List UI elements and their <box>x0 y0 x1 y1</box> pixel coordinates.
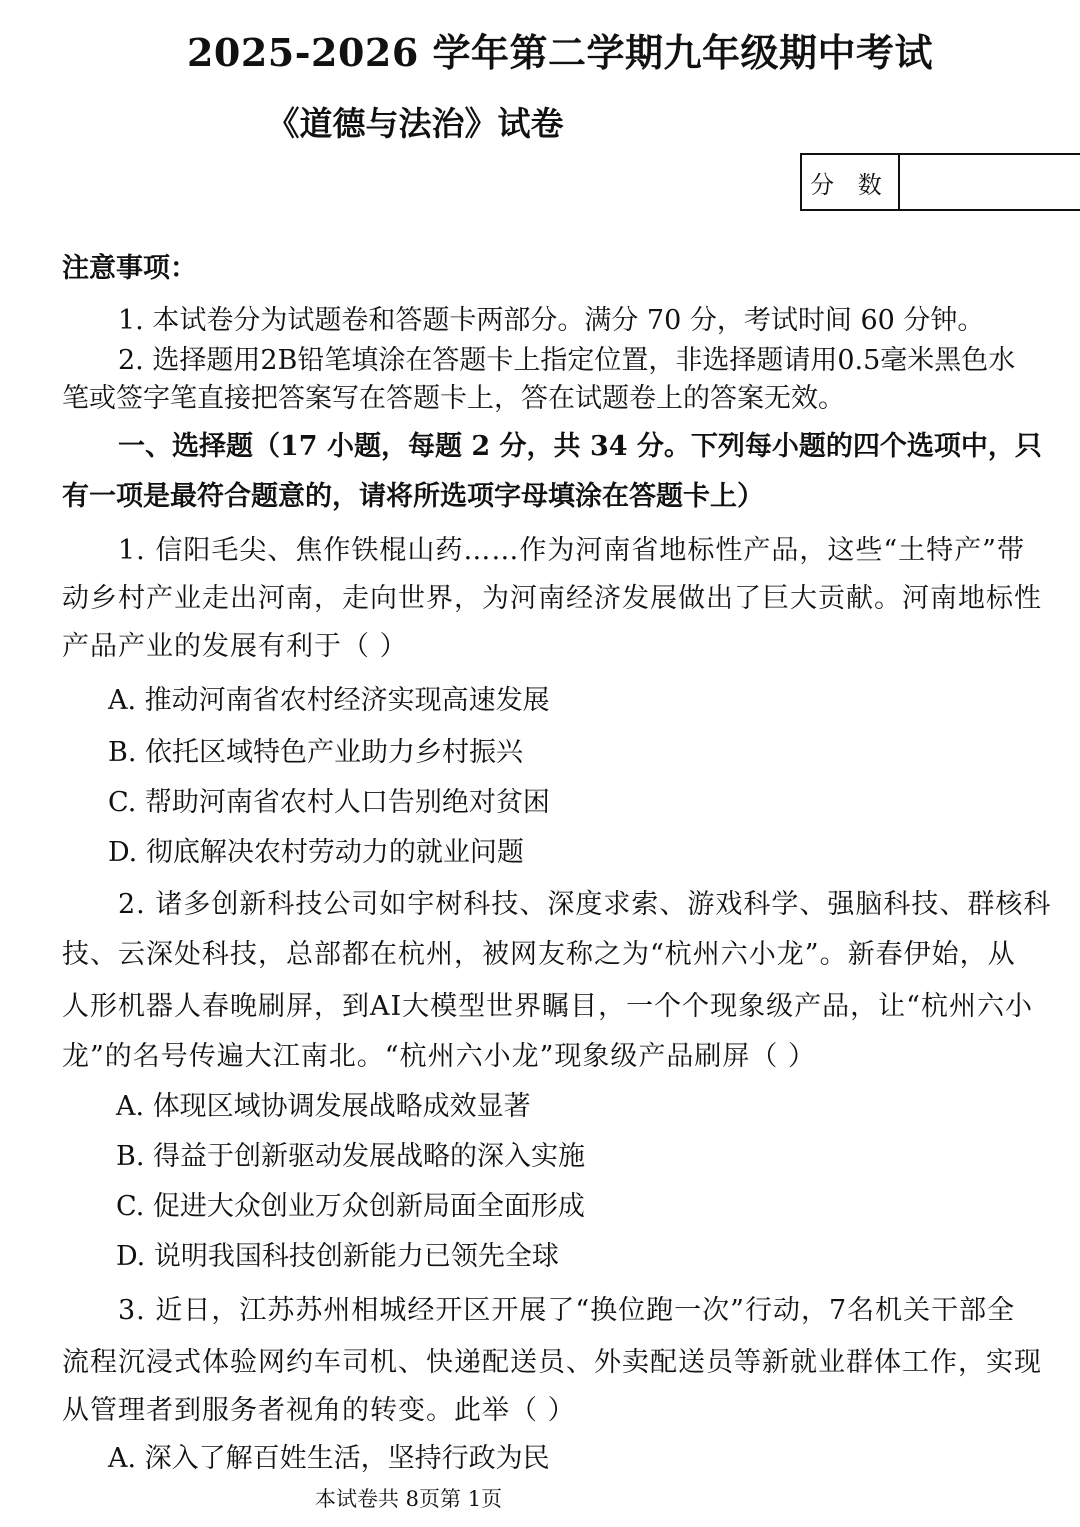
q1-option-a: A. 推动河南省农村经济实现高速发展 <box>108 685 550 716</box>
q3-stem-line-2: 流程沉浸式体验网约车司机、快递配送员、外卖配送员等新就业群体工作，实现 <box>62 1347 1042 1378</box>
q1-option-c: C. 帮助河南省农村人口告别绝对贫困 <box>108 787 550 818</box>
score-box <box>800 153 1080 211</box>
exam-title: 2025-2026 学年第二学期九年级期中考试 <box>186 30 934 75</box>
score-value-field <box>900 155 1080 209</box>
q2-stem-line-1: 2. 诸多创新科技公司如宇树科技、深度求索、游戏科学、强脑科技、群核科 <box>118 889 1052 920</box>
score-label: 分 数 <box>802 155 900 209</box>
q3-option-a: A. 深入了解百姓生活，坚持行政为民 <box>108 1443 550 1474</box>
q3-stem-line-1: 3. 近日，江苏苏州相城经开区开展了“换位跑一次”行动，7名机关干部全 <box>118 1295 1016 1326</box>
q2-option-a: A. 体现区域协调发展战略成效显著 <box>116 1091 531 1122</box>
notice-heading: 注意事项： <box>62 253 197 284</box>
q2-option-c: C. 促进大众创业万众创新局面全面形成 <box>116 1191 585 1222</box>
q2-stem-line-2: 技、云深处科技，总部都在杭州，被网友称之为“杭州六小龙”。新春伊始，从 <box>62 939 1016 970</box>
q2-option-d: D. 说明我国科技创新能力已领先全球 <box>116 1241 559 1272</box>
q2-option-b: B. 得益于创新驱动发展战略的深入实施 <box>116 1141 586 1172</box>
exam-subtitle: 《道德与法治》试卷 <box>266 104 564 143</box>
section1-heading-line-1: 一、选择题（17 小题，每题 2 分，共 34 分。下列每小题的四个选项中，只 <box>118 431 1042 462</box>
notice-line-3: 笔或签字笔直接把答案写在答题卡上，答在试题卷上的答案无效。 <box>62 383 845 414</box>
q1-stem-line-1: 1. 信阳毛尖、焦作铁棍山药……作为河南省地标性产品，这些“土特产”带 <box>118 535 1025 566</box>
q2-stem-line-3: 人形机器人春晚刷屏，到AI大模型世界瞩目，一个个现象级产品，让“杭州六小 <box>62 991 1033 1022</box>
q1-option-d: D. 彻底解决农村劳动力的就业问题 <box>108 837 524 868</box>
q1-stem-line-2: 动乡村产业走出河南，走向世界，为河南经济发展做出了巨大贡献。河南地标性 <box>62 583 1042 614</box>
q3-stem-line-3: 从管理者到服务者视角的转变。此举（ ） <box>62 1395 576 1426</box>
q2-stem-line-4: 龙”的名号传遍大江南北。“杭州六小龙”现象级产品刷屏（ ） <box>62 1041 816 1072</box>
notice-line-1: 1. 本试卷分为试题卷和答题卡两部分。满分 70 分，考试时间 60 分钟。 <box>118 305 985 336</box>
page-footer: 本试卷共 8页第 1页 <box>315 1487 503 1511</box>
section1-heading-line-2: 有一项是最符合题意的，请将所选项字母填涂在答题卡上） <box>62 481 764 512</box>
q1-option-b: B. 依托区域特色产业助力乡村振兴 <box>108 737 524 768</box>
notice-line-2: 2. 选择题用2B铅笔填涂在答题卡上指定位置，非选择题请用0.5毫米黑色水 <box>118 345 1016 376</box>
q1-stem-line-3: 产品产业的发展有利于（ ） <box>62 631 408 662</box>
